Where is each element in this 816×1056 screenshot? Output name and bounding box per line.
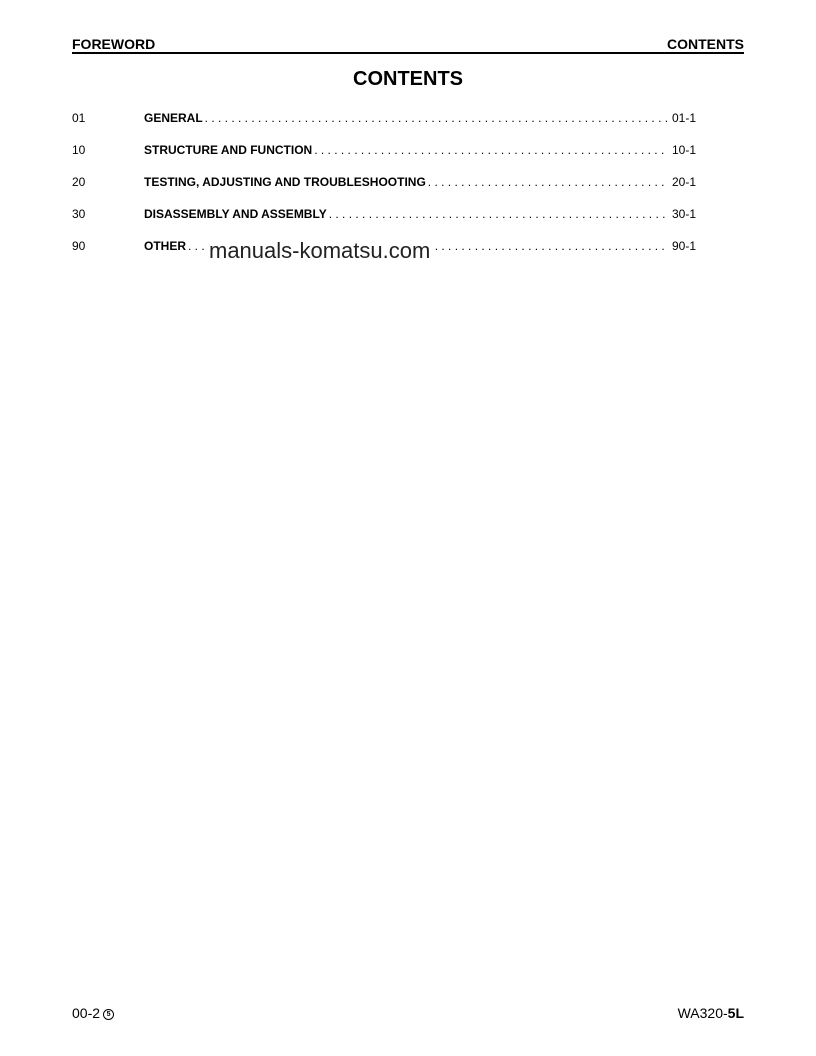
toc-page[interactable]: 10-1 bbox=[668, 143, 696, 157]
toc-entry[interactable] bbox=[72, 111, 696, 143]
header-section: FOREWORD bbox=[72, 36, 156, 52]
toc-title[interactable]: STRUCTURE AND FUNCTION bbox=[144, 143, 313, 157]
leader-dots bbox=[314, 143, 668, 157]
toc-number: 01 bbox=[72, 111, 86, 125]
page-number: 00-2 bbox=[72, 1005, 101, 1021]
leader-dots bbox=[205, 111, 668, 125]
leader-dots bbox=[329, 207, 668, 221]
toc-page[interactable]: 01-1 bbox=[668, 111, 696, 125]
toc-number: 90 bbox=[72, 239, 86, 253]
header-topic: CONTENTS bbox=[667, 36, 744, 52]
toc-number: 20 bbox=[72, 175, 86, 189]
footer-model bbox=[678, 1005, 744, 1021]
toc-page[interactable]: 20-1 bbox=[668, 175, 696, 189]
toc-entry[interactable] bbox=[72, 175, 696, 207]
leader-dots bbox=[428, 175, 668, 189]
page-title: CONTENTS bbox=[353, 68, 463, 90]
footer-page bbox=[72, 1005, 114, 1021]
toc-title[interactable]: DISASSEMBLY AND ASSEMBLY bbox=[144, 207, 327, 221]
toc-title[interactable]: GENERAL bbox=[144, 111, 203, 125]
watermark: manuals-komatsu.com bbox=[209, 238, 431, 263]
page-header bbox=[72, 36, 744, 54]
revision-mark-icon: 5 bbox=[103, 1009, 114, 1020]
toc-page[interactable]: 90-1 bbox=[668, 239, 696, 253]
toc-number: 10 bbox=[72, 143, 86, 157]
toc-title[interactable]: OTHER bbox=[144, 239, 186, 253]
toc-entry[interactable] bbox=[72, 143, 696, 175]
toc-entry[interactable] bbox=[72, 207, 696, 239]
toc-title[interactable]: TESTING, ADJUSTING AND TROUBLESHOOTING bbox=[144, 175, 426, 189]
toc-page[interactable]: 30-1 bbox=[668, 207, 696, 221]
model-suffix: 5L bbox=[727, 1005, 744, 1021]
model-name: WA320- bbox=[677, 1005, 728, 1021]
toc-number: 30 bbox=[72, 207, 86, 221]
